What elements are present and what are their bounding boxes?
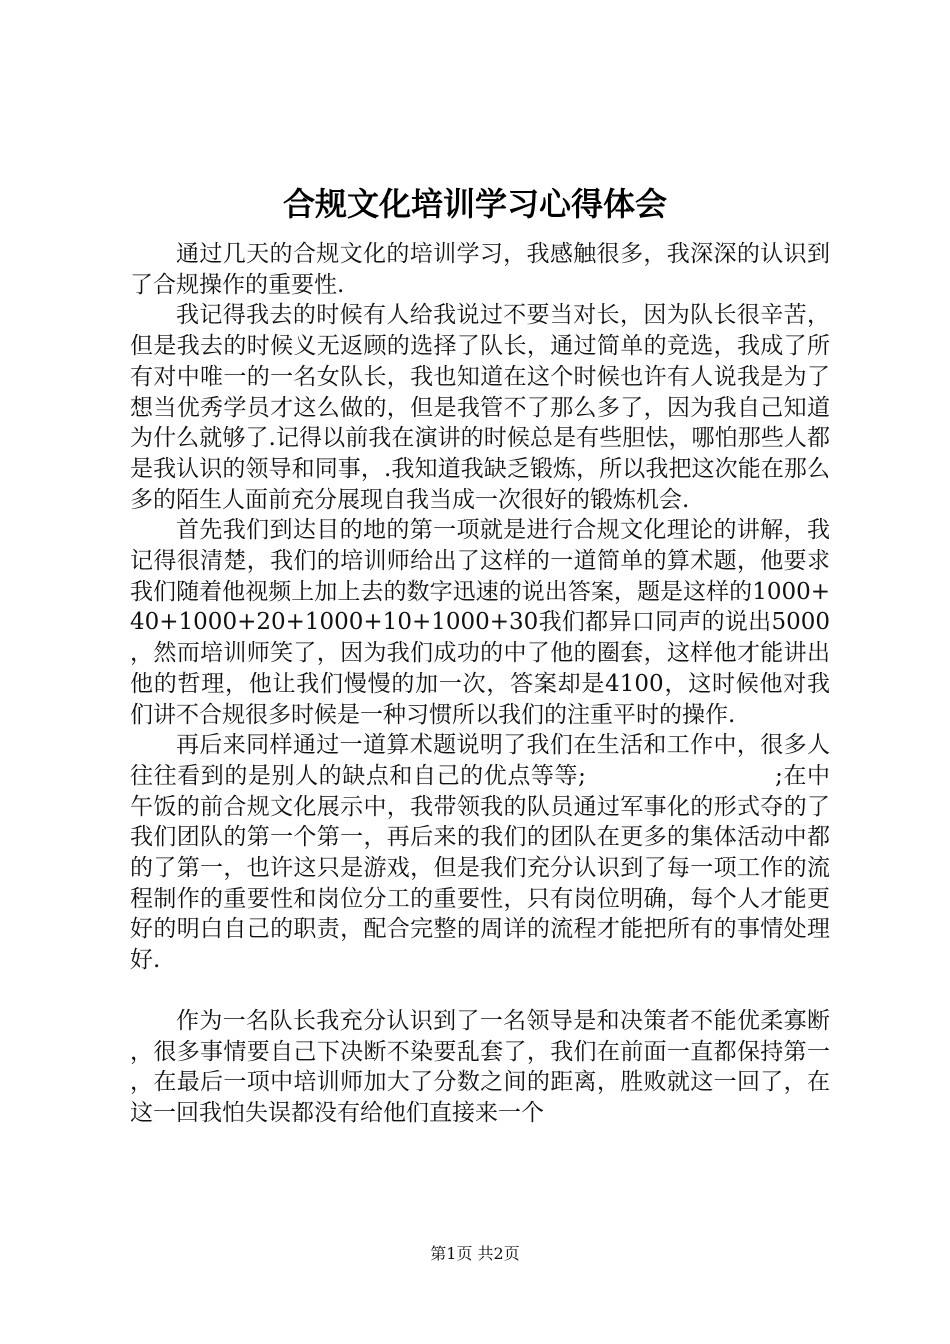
paragraph-5: 作为一名队长我充分认识到了一名领导是和决策者不能优柔寡断，很多事情要自己下决断不染要乱套了，我们在前面一直都保持第一，在最后一项中培训师加大了分数之间的距离，胜败就这一回了，在这一回我怕失误都没有给他们直接来一个 bbox=[130, 1007, 830, 1126]
document-body bbox=[130, 239, 830, 1129]
page-footer: 第1页 共2页 bbox=[430, 1244, 520, 1263]
paragraph-4: 再后来同样通过一道算术题说明了我们在生活和工作中，很多人往往看到的是别人的缺点和自己的优点等等; ;在中午饭的前合规文化展示中，我带领我的队员通过军事化的形式夺的了我们团队的第一个第一，再后来的我们的团队在更多的集体活动中都的了第一，也许这只是游戏，但是我们充分认识到了每一项工作的流程制作的重要性和岗位分工的重要性，只有岗位明确，每个人才能更好的明白自己的职责，配合完整的周详的流程才能把所有的事情处理好. bbox=[130, 732, 830, 974]
paragraph-2: 我记得我去的时候有人给我说过不要当对长，因为队长很辛苦，但是我去的时候义无返顾的选择了队长，通过简单的竞选，我成了所有对中唯一的一名女队长，我也知道在这个时候也许有人说我是为了想当优秀学员才这么做的，但是我管不了那么多了，因为我自己知道为什么就够了.记得以前我在演讲的时候总是有些胆怯，哪怕那些人都是我认识的领导和同事，.我知道我缺乏锻炼，所以我把这次能在那么多的陌生人面前充分展现自我当成一次很好的锻炼机会. bbox=[130, 302, 830, 513]
document-title: 合规文化培训学习心得体会 bbox=[282, 185, 667, 223]
paragraph-3: 首先我们到达目的地的第一项就是进行合规文化理论的讲解，我记得很清楚，我们的培训师给出了这样的一道简单的算术题，他要求我们随着他视频上加上去的数字迅速的说出答案，题是这样的1000+40+1000+20+1000+10+1000+30我们都异口同声的说出5000，然而培训师笑了，因为我们成功的中了他的圈套，这样他才能讲出他的哲理，他让我们慢慢的加一次，答案却是4100，这时候他对我们讲不合规很多时候是一种习惯所以我们的注重平时的操作. bbox=[130, 517, 830, 728]
paragraph-1: 通过几天的合规文化的培训学习，我感触很多，我深深的认识到了合规操作的重要性. bbox=[130, 241, 830, 298]
